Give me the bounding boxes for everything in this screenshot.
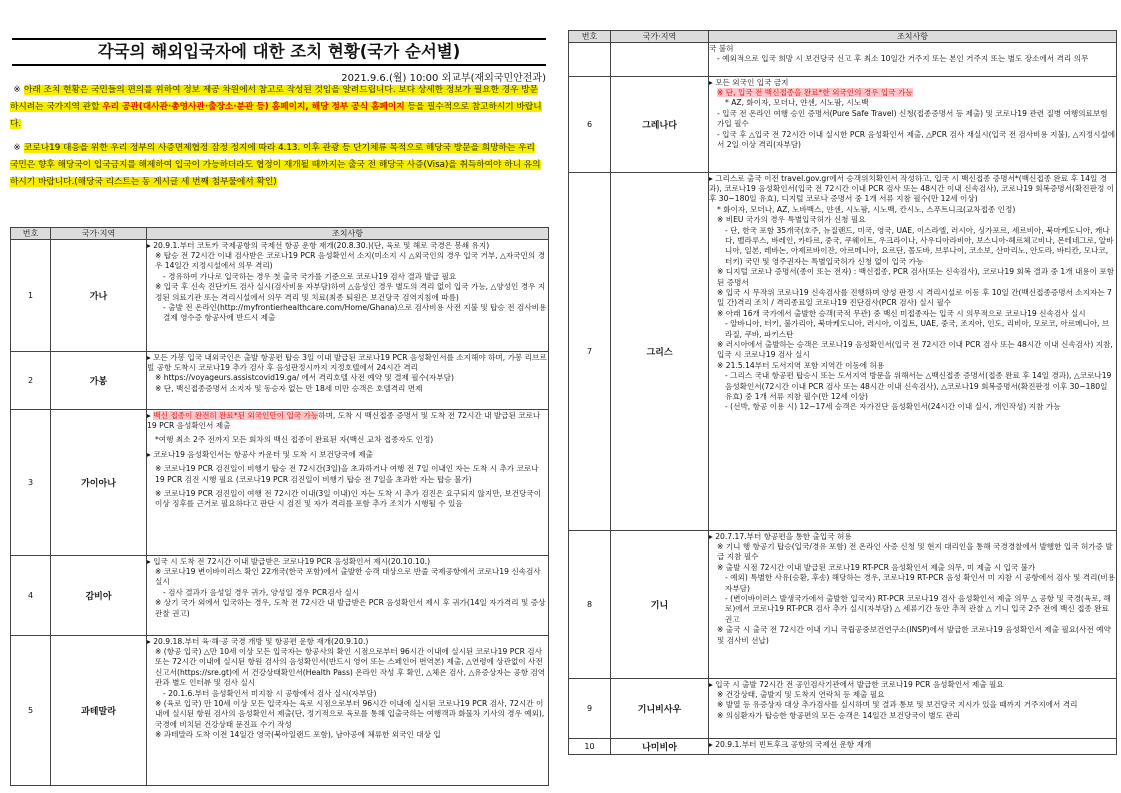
row-measures <box>147 240 549 352</box>
measure-line: - 20.1.6.부터 음성확인서 미지참 시 공항에서 검사 실시(자부담) <box>163 688 377 698</box>
row-country: 그리스 <box>611 173 709 531</box>
measure-line: ▸ 코로나19 음성확인서는 항공사 카운터 및 도착 시 보건당국에 제출 <box>147 449 373 459</box>
measure-line: ※ 입국 시 무작위 코로나19 신속검사를 진행하며 양성 판정 시 격리시설로 이동 후 10일 간(백신접종증명서 소지자는 7일 간)격리 조치 / 격리종료일 코로나19 진단검사(PCR 검사) 실시 필수 <box>717 287 1112 308</box>
measure-line: ※ 의심환자가 탑승한 항공편의 모든 승객은 14일간 보건당국이 별도 관리 <box>717 710 961 720</box>
measure-line: ▸ 모든 외국인 입국 금지 <box>709 77 789 87</box>
measure-line: ※ (항공 입국) △만 10세 이상 모든 입국자는 항공사의 확인 시점으로부터 96시간 이내에 실시된 코로나19 PCR 검사 또는 72시간 이내에 실시된 항원 검사의 음성확인서(반드시 영어 또는 스페인어 번역본) 제출, △연령에 상관없이 사전신고서(https://sre.gt)에 서 건강상태확인서(Health Pass) 온라인 작성 후 확인, △체온 검사, △유증상자는 공항 검역관과 별도 인터뷰 및 검사 실시 <box>155 646 546 688</box>
notice-mark: ※ <box>13 143 21 153</box>
measure-line: - (변이바이러스 발생국가에서 출발한 입국자) RT-PCR 코로나19 검사 음성확인서 제출 의무 △ 공항 및 국경(육로, 해로)에서 코로나19 RT-PCR 검사 추가 실시(자부담) △ 세류기간 동안 추적 관찰 △ 기니 입국 2주 전에 백신 접종 완료 권고 <box>725 593 1112 624</box>
table-row <box>569 43 1117 77</box>
table-header-row <box>11 228 549 240</box>
table-row <box>11 240 549 352</box>
row-country: 가이아나 <box>51 410 147 556</box>
row-country: 과테말라 <box>51 636 147 786</box>
right-page <box>568 0 1116 793</box>
measure-line: ※ 비EU 국가의 경우 특별입국허가 신청 필요 <box>717 215 866 225</box>
row-measures <box>147 636 549 786</box>
row-measures <box>709 77 1117 173</box>
measure-line: - 입국 전 온라인 여행 승인 증명서(Pure Safe Travel) 신청(접종증명서 등 제출) 및 코로나19 관련 질병 여행의료보험 가입 필수 <box>717 108 1110 129</box>
row-measures <box>709 739 1117 755</box>
row-number: 5 <box>11 636 51 786</box>
measures-table-right <box>568 30 1117 755</box>
notice-mark: ※ <box>13 85 21 95</box>
table-row <box>11 556 549 636</box>
measure-line: ※ (육로 입국) 만 10세 이상 모든 입국자는 육로 시점으로부터 96시간 이내에 실시된 코로나19 PCR 검사, 72시간 이내에 실시된 항원 검사의 음성확인서 제출(단, 정기적으로 육로를 통해 입출국하는 여행객과 화물차 기사의 경우 예외), 국경에 비치된 건강상태 문진표 수기 작성 <box>155 698 547 729</box>
measure-line: 국 불허 <box>709 43 734 53</box>
row-number: 10 <box>569 739 611 755</box>
measure-line: ※ 건강상태, 출발지 및 도착지 연락처 등 제출 필요 <box>717 689 885 699</box>
measure-line: - 그리스 국내 항공편 탑승시 또는 도서지역 방문을 위해서는 △백신접종 증명서(접종 완료 후 14일 경과), △코로나19 음성확인서(72시간 이내 PCR 검사 또는 48시간 이내 신속검사), △코로나19 회복증명서(확진판정 이후 30~180일 유효) 중 1개 서류 지참 필수(만 12세 이상) <box>725 371 1114 402</box>
left-page <box>0 0 560 793</box>
row-number: 4 <box>11 556 51 636</box>
notice-text: 코로나19 대응을 위한 우리 정부의 사증면제협정 잠정 정지에 따라 4.13. 이후 관광 등 단기체류 목적으로 해당국 방문을 희망하는 우리 국민은 향후 해당국이 입국금지를 해제하여 입국이 가능하더라도 협정이 재개될 때까지는 출국 전 해당국 사증(Visa)을 취득하여야 하니 유의하시기 바랍니다.(해당국 리스트는 동 게시글 세 번째 첨부물에서 확인) <box>10 143 541 187</box>
measure-line: ※ https://voyageurs.assistcovid19.ga/ 에서 격리호텔 사전 예약 및 결제 필수(자부담) <box>155 373 454 383</box>
row-country: 가봉 <box>51 352 147 410</box>
measure-line: - 예외) 특별한 사유(승환, 후송) 해당하는 경우, 코로나19 RT-PCR 음성 확인서 미 지참 시 공항에서 검사 및 격리(비용 자부담) <box>725 573 1118 593</box>
notice-text-a: 아래 조치 현황은 국민들의 편의를 위하여 정보 제공 차원에서 참고로 작성된 것임을 알려드립니다. 보다 상세한 정보가 필요한 경우 방문하시려는 국가지역 관할 <box>10 85 539 112</box>
measure-line: ▸ 입국 시 출발 72시간 전 공인검사기관에서 발급한 코로나19 PCR 음성확인서 제출 필요 <box>709 679 1004 689</box>
measure-line: ※ 코로나19 PCR 검진일이 비행기 탑승 전 72시간(3일)을 초과하거나 여행 전 7일 이내인 자는 도착 시 추가 코로나19 PCR 검진 시행 필요 (코로나19 PCR 검진일이 비행기 탑승 전 7일을 초과한 자는 탑승 불가) <box>155 464 539 484</box>
measure-line: * 화이자, 모더나, AZ, 노바백스, 얀센, 시노팜, 시노백, 칸시노, 스푸트니크(교차접종 인정) <box>717 204 1016 214</box>
col-header-country: 국가·지역 <box>51 228 147 240</box>
row-measures <box>147 352 549 410</box>
highlighted-text: 백신 접종이 완전히 완료*된 외국인만이 입국 가능 <box>153 410 319 420</box>
measure-line: ▸ 20.7.17.부터 항공편을 통한 출입국 허용 <box>709 531 852 541</box>
row-country <box>611 43 709 77</box>
measure-line: ▸ 20.9.1.부터 코토카 국제공항의 국제선 항공 운항 재개(20.8.30.)(단, 육로 및 해로 국경은 봉쇄 유지) <box>147 240 490 250</box>
row-measures <box>709 531 1117 679</box>
row-number: 3 <box>11 410 51 556</box>
measure-line: * AZ, 화이자, 모더나, 얀센, 시노팜, 시노백 <box>725 98 869 108</box>
measure-line: ※ 21.5.14부터 도서지역 포함 지역간 이동에 허용 <box>717 360 885 370</box>
row-country: 기니 <box>611 531 709 679</box>
table-header-row <box>569 31 1117 43</box>
table-row <box>569 173 1117 531</box>
table-row <box>569 739 1117 755</box>
measure-line: - 경유하여 가나로 입국하는 경우 첫 출국 국가를 기준으로 코로나19 검사 결과 발급 필요 <box>163 271 457 281</box>
measure-text: 하며, 도착 시 백신접종 증명서 및 도착 전 72시간 내 발급된 코로나19 PCR 음성확인서 제출 <box>147 410 541 430</box>
row-measures <box>709 679 1117 739</box>
col-header-number: 번호 <box>569 31 611 43</box>
measure-line: ※ 기니 행 항공기 탑승(입국/경유 포함) 전 온라인 사증 신청 및 현지 대리인을 통해 국경경찰에서 발행한 입국 허가증 발급 지참 필수 <box>717 541 1113 562</box>
notice-text-b: 우리 공관(대사관·총영사관·출장소·분관 등) 홈페이지, 해당 정부 공식 홈페이지 <box>102 102 405 112</box>
measure-line: ※ 아래 16개 국가에서 출발한 승객(국적 무관) 중 백신 미접종자는 입국 시 의무적으로 코로나19 신속검사 실시 <box>717 308 1086 318</box>
measure-line: ※ 출국 시 출국 전 72시간 이내 기니 국립공중보건연구소(INSP)에서 발급한 코로나19 음성확인서 제출 필요(사전 예약 및 검사비 선납) <box>717 625 1114 645</box>
row-country: 감비아 <box>51 556 147 636</box>
measure-line: ※ 디지털 코로나 증명서(종이 또는 전자) : 백신접종, PCR 검사(또는 신속검사), 코로나19 회복 결과 중 1개 내용이 포함된 증명서 <box>717 267 1115 287</box>
row-number: 6 <box>569 77 611 173</box>
measure-line: ▸ 20.9.18.부터 육·해·공 국경 개방 및 항공편 운항 재개(20.9.10.) <box>147 636 369 646</box>
row-number: 9 <box>569 679 611 739</box>
table-row <box>11 636 549 786</box>
row-measures <box>709 173 1117 531</box>
col-header-number: 번호 <box>11 228 51 240</box>
col-header-measures: 조치사항 <box>709 31 1117 43</box>
measure-line: ▸ 그리스로 출국 이전 travel.gov.gr에서 승객위치확인서 작성하고, 입국 시 백신접종 증명서*(백신접종 완료 후 14일 경과), 코로나19 음성확인서(입국 전 72시간 이내 PCR 검사 또는 48시간 이내 신속검사), 코로나19 회복증명서(확진판정 이후 30~180일 유효), 디지털 코로나 증명서 중 1개 서류 지참 필수(만 12세 이상) <box>709 173 1115 204</box>
measure-line: *여행 최소 2주 전까지 모든 회차의 백신 접종이 완료된 자(백신 교차 접종자도 인정) <box>155 435 434 445</box>
measure-line: ※ 발열 등 유증상자 대상 추가검사를 실시하며 및 결과 통보 및 보건당국 지시가 있을 때까지 거주지에서 격리 <box>717 700 1078 710</box>
row-country: 그레나다 <box>611 77 709 173</box>
measure-line: - 예외적으로 입국 희망 시 보건당국 신고 후 최소 10일간 거주지 또는 본인 거주지 또는 별도 장소에서 격리 의무 <box>717 53 1089 63</box>
measure-line: - 단, 한국 포함 35개국(호주, 뉴질랜드, 미국, 영국, UAE, 이스라엘, 러시아, 싱가포르, 세르비아, 북마케도니아, 캐나다, 벨라루스, 바레인, 카타르, 중국, 쿠웨이트, 우크라이나, 사우디아라비아, 보스니아-헤르체고비나, 몬테네그로, 알바니아, 일본, 레바논, 아제르바이잔, 아르메니아, 요르단, 몰도바, 브루나이, 코소보, 산마리노, 안도라, 바티칸, 모나코, 터키) 국민 및 영주권자는 특별입국허가 신청 없이 입국 가능 <box>725 225 1114 266</box>
notice-official-sites <box>10 82 545 133</box>
measure-line: ※ 과테말라 도착 이전 14일간 영국(북아일랜드 포함), 남아공에 체류한 외국인 대상 입 <box>155 730 441 740</box>
measure-line: - 입국 후 △입국 전 72시간 이내 실시한 PCR 음성확인서 제출, △PCR 검사 재실시(입국 전 검사비용 지불), △지정시설에서 2일 이상 격리(자부담) <box>717 129 1116 149</box>
row-number: 1 <box>11 240 51 352</box>
measures-table-left <box>10 227 549 786</box>
measure-line: ※ 탑승 전 72시간 이내 검사받은 코로나19 PCR 음성확인서 소지(미소지 시 △외국인의 경우 입국 거부, △자국민의 경우 14일간 지정시설에서 의무 격리) <box>155 250 545 271</box>
row-number: 8 <box>569 531 611 679</box>
row-measures <box>147 556 549 636</box>
row-measures <box>147 410 549 556</box>
row-number <box>569 43 611 77</box>
table-row <box>569 679 1117 739</box>
measure-line: ▸ 백신 접종이 완전히 완료*된 외국인만이 입국 가능하며, 도착 시 백신접종 증명서 및 도착 전 72시간 내 발급된 코로나19 PCR 음성확인서 제출 <box>147 410 541 430</box>
measure-line: ※ 단, 백신접종증명서 소지자 및 동승자 없는 만 18세 미만 승객은 호텔격리 면제 <box>155 383 423 393</box>
measure-line: - 출발 전 온라인(http://myfrontierhealthcare.com/Home/Ghana)으로 검사비용 사전 지불 및 탑승 전 검사비용 결제 영수증 항공사에 반드시 제출 <box>163 302 549 323</box>
page-title: 각국의 해외입국자에 대한 조치 현황(국가 순서별) <box>12 38 546 66</box>
row-measures <box>709 43 1117 77</box>
row-country: 가나 <box>51 240 147 352</box>
row-number: 7 <box>569 173 611 531</box>
table-row <box>569 77 1117 173</box>
measure-line: ※ 러시아에서 출발하는 승객은 코로나19 음성확인서(입국 전 72시간 이내 PCR 검사 또는 48시간 이내 신속검사) 지참, 입국 시 코로나19 검사 실시 <box>717 340 1116 360</box>
measure-line: ※ 코로나19 변이바이러스 확인 22개국(한국 포함)에서 출발한 승객 대상으로 반줄 국제공항에서 코로나19 신속검사 실시 <box>155 566 544 587</box>
measure-line: ※ 출발 시점 72시간 이내 발급된 코로나19 RT-PCR 음성확인서 제출 의무, 미 제출 시 입국 불가 <box>717 562 1036 572</box>
row-country: 나미비아 <box>611 739 709 755</box>
highlighted-text: ※ 단, 입국 전 백신접종을 완료*한 외국인의 경우 입국 가능 <box>717 87 913 97</box>
row-number: 2 <box>11 352 51 410</box>
measure-line <box>709 88 1116 98</box>
measure-line: ▸ 모든 가봉 입국 내외국인은 출발 항공편 탑승 3일 이내 발급된 코로나19 PCR 음성확인서를 소지해야 하며, 가봉 리브르빌 공항 도착시 코로나19 추가 검사 후 음성판정시까지 지정호텔에서 24시간 격리 <box>147 352 547 372</box>
measure-line: ▸ 20.9.1.부터 빈트후크 공항의 국제선 운항 재개 <box>709 739 872 749</box>
table-row <box>569 531 1117 679</box>
measure-line: - 검사 결과가 음성일 경우 귀가, 양성일 경우 PCR검사 실시 <box>163 587 360 597</box>
measure-line: ※ 코로나19 PCR 검진일이 여행 전 72시간 이내(3일 이내)인 자는 도착 시 추가 검진은 요구되지 않지만, 보건당국이 이상 징후를 근거로 필요하다고 판단 시 검진 및 자가 격리를 포함 추가 조치가 시행될 수 있음 <box>155 488 544 509</box>
row-country: 기니비사우 <box>611 679 709 739</box>
notice-visa-waiver <box>10 140 545 191</box>
measure-line: - (선박, 항공 이용 시) 12~17세 승객은 자가진단 음성확인서(24시간 이내 실시, 개인작성) 지참 가능 <box>725 402 1061 412</box>
col-header-measures: 조치사항 <box>147 228 549 240</box>
date-line: 2021.9.6.(월) 10:00 외교부(재외국민안전과) <box>341 73 546 84</box>
measure-line: ※ 입국 후 신속 진단키트 검사 실시(검사비용 자부담)하여 △음성인 경우 별도의 격리 없이 입국 가능, △양성인 경우 지정된 의료기관 또는 격리시설에서 의무 격리 및 치료(최종 퇴원은 보건당국 검역지침에 따름) <box>155 282 546 302</box>
col-header-country: 국가·지역 <box>611 31 709 43</box>
table-row <box>11 410 549 556</box>
measure-line: - 알바니아, 터키, 불가리아, 북마케도니아, 러시아, 이집트, UAE, 중국, 조지아, 인도, 리비아, 모로코, 아르메니아, 브라질, 쿠바, 파키스탄 <box>725 319 1110 339</box>
measure-line: ▸ 입국 시 도착 전 72시간 이내 발급받은 코로나19 PCR 음성확인서 제시(20.10.10.) <box>147 556 431 566</box>
table-row <box>11 352 549 410</box>
measure-line: ※ 상기 국가 외에서 입국하는 경우, 도착 전 72시간 내 발급받은 PCR 음성확인서 제시 후 귀가(14일 자가격리 및 증상 관찰 권고) <box>155 598 548 618</box>
notice-text-c: 등을 필수적으로 참고하시기 바랍니다. <box>10 102 542 129</box>
